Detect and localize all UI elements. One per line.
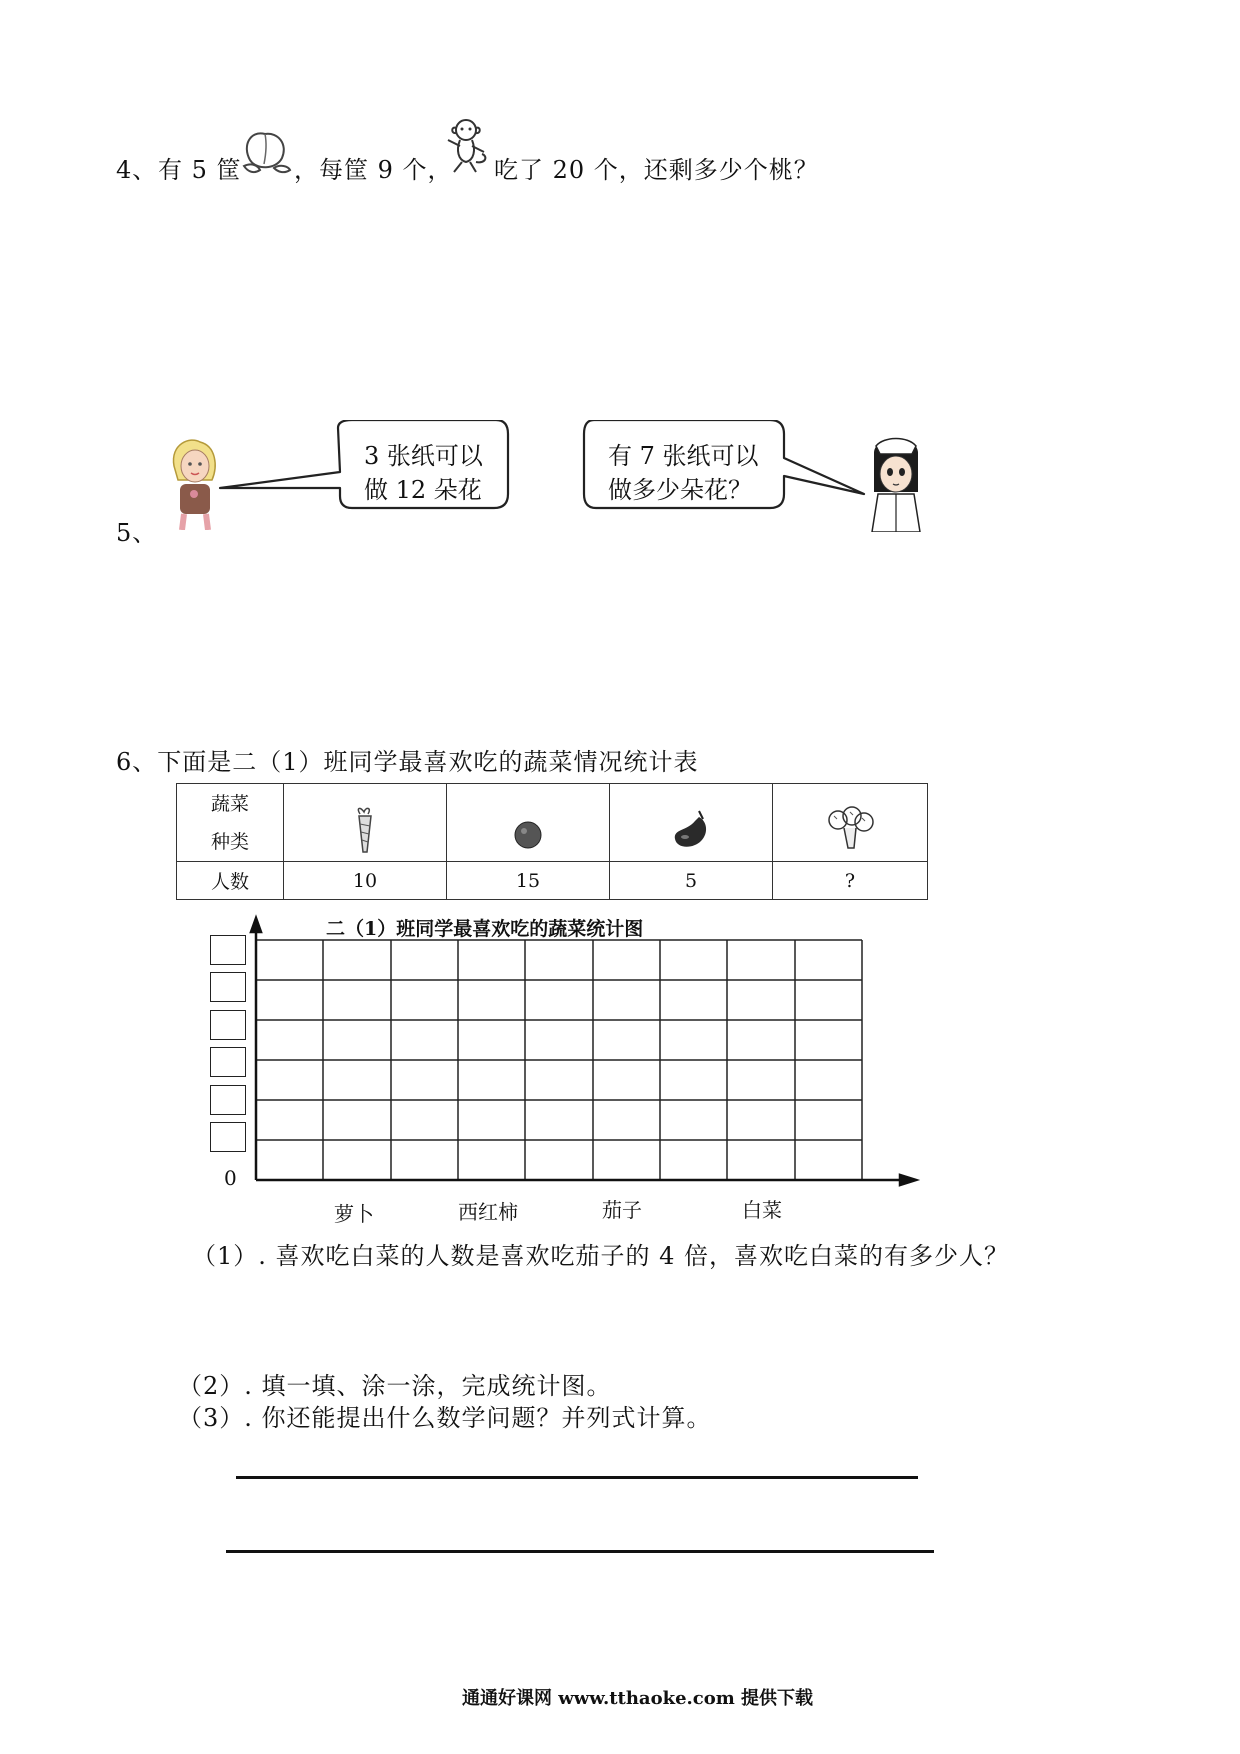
left-bubble-line1: 3 张纸可以 [364, 442, 483, 470]
right-bubble-line2: 做多少朵花？ [608, 476, 752, 504]
q6-title: 6、下面是二（1）班同学最喜欢吃的蔬菜情况统计表 [116, 748, 699, 776]
x-category-tomato: 西红柿 [458, 1200, 518, 1224]
x-category-eggplant: 茄子 [602, 1198, 642, 1222]
chart-title: 二（1）班同学最喜欢吃的蔬菜统计图 [326, 918, 644, 940]
q6-sub3: （3）. 你还能提出什么数学问题？并列式计算。 [178, 1404, 712, 1432]
table-count-cabbage: ? [773, 862, 928, 900]
table-count-tomato: 15 [447, 862, 610, 900]
q6-sub2: （2）. 填一填、涂一涂，完成统计图。 [178, 1372, 612, 1400]
x-category-cabbage: 白菜 [742, 1198, 782, 1222]
footer-text: 通通好课网 www.tthaoke.com 提供下载 [462, 1688, 814, 1709]
answer-line-2[interactable] [226, 1550, 934, 1553]
table-count-carrot: 10 [284, 862, 447, 900]
y-axis-origin-label: 0 [224, 1166, 237, 1190]
q4-number: 4、 [116, 156, 158, 184]
right-bubble-line1: 有 7 张纸可以 [608, 442, 759, 470]
x-category-carrot: 萝卜 [334, 1202, 374, 1226]
table-header-line1: 蔬菜 [210, 792, 249, 815]
q4-text-part3: 吃了 20 个，还剩多少个桃？ [494, 156, 819, 184]
table-count-eggplant: 5 [610, 862, 773, 900]
chart-axes [251, 918, 916, 1185]
table-count-label: 人数 [177, 862, 284, 900]
answer-line-1[interactable] [236, 1476, 918, 1479]
q5-number: 5、 [116, 519, 158, 547]
q4-text-part2: ，每筐 9 个， [294, 156, 453, 184]
chart-grid-lines [256, 940, 862, 1180]
table-header-line2: 种类 [210, 830, 249, 853]
q4-text-part1: 有 5 筐 [158, 156, 242, 184]
left-bubble-line2: 做 12 朵花 [364, 476, 482, 504]
q6-sub1: （1）. 喜欢吃白菜的人数是喜欢吃茄子的 4 倍，喜欢吃白菜的有多少人？ [192, 1242, 1010, 1270]
